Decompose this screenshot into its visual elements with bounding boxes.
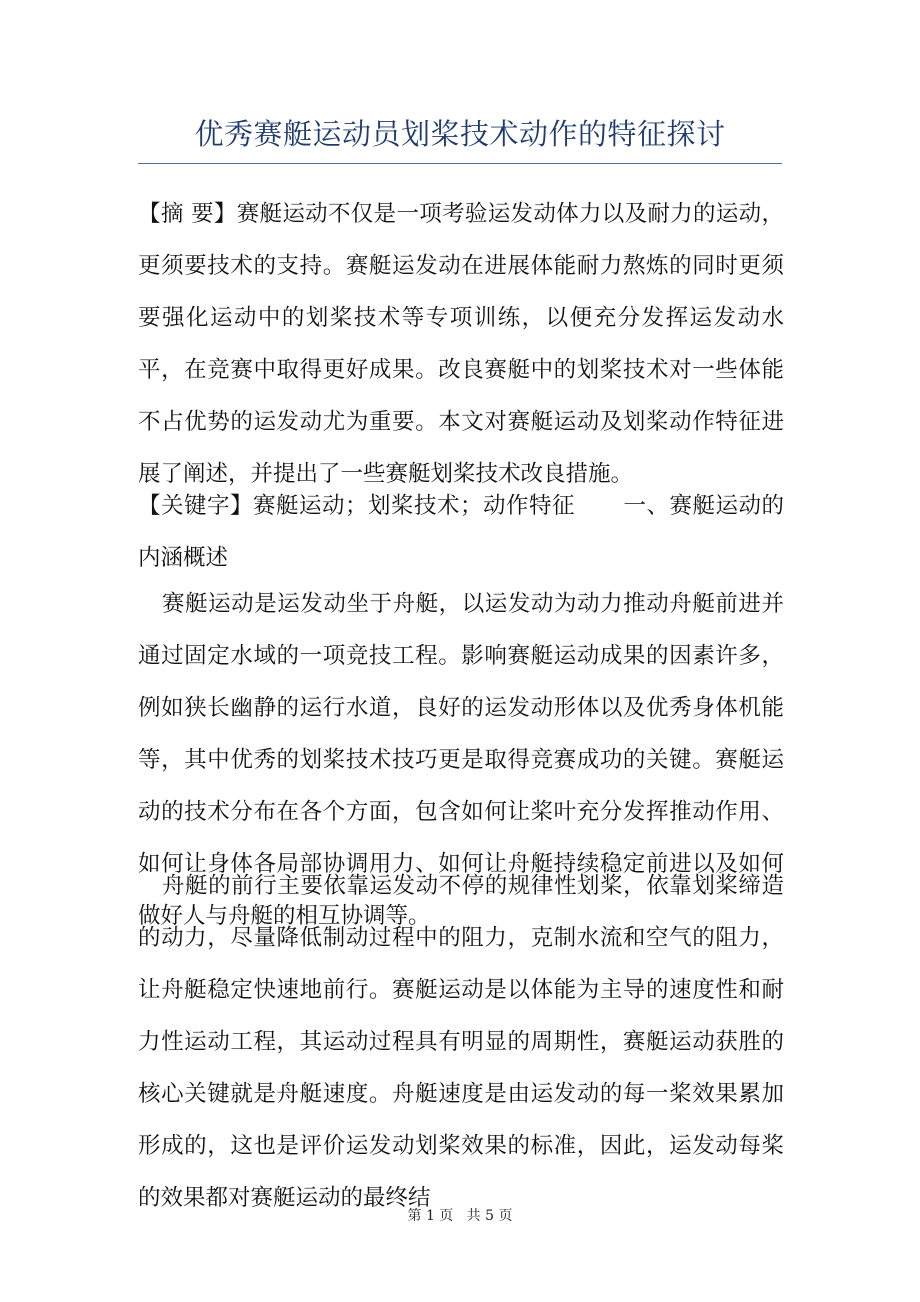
keywords-line xyxy=(138,480,784,584)
abstract-paragraph: 【摘 要】赛艇运动不仅是一项考验运发动体力以及耐力的运动，更须要技术的支持。赛艇运发动在进展体能耐力熬炼的同时更须要强化运动中的划桨技术等专项训练，以便充分发挥运发动水平，在竞赛中取得更好成果。改良赛艇中的划桨技术对一些体能不占优势的运发动尤为重要。本文对赛艇运动及划桨动作特征进展了阐述，并提出了一些赛艇划桨技术改良措施。 xyxy=(138,201,784,487)
title-underline xyxy=(138,163,782,164)
page-number-current: 第 1 页 xyxy=(407,1208,454,1224)
page-number-total: 共 5 页 xyxy=(466,1208,513,1224)
body-paragraph: 舟艇的前行主要依靠运发动不停的规律性划桨，依靠划桨缔造的动力，尽量降低制动过程中的阻力，克制水流和空气的阻力，让舟艇稳定快速地前行。赛艇运动是以体能为主导的速度性和耐力性运动工程，其运动过程具有明显的周期性，赛艇运动获胜的核心关键就是舟艇速度。舟艇速度是由运发动的每一桨效果累加形成的，这也是评价运发动划桨效果的标准，因此，运发动每桨的效果都对赛艇运动的最终结 xyxy=(138,873,784,1211)
keywords-text: 【关键字】赛艇运动；划桨技术；动作特征 xyxy=(138,493,575,519)
page-footer xyxy=(0,1206,920,1226)
section-heading: 一、赛艇运动的内涵概述 xyxy=(138,493,784,571)
body-paragraph: 赛艇运动是运发动坐于舟艇，以运发动为动力推动舟艇前进并通过固定水域的一项竞技工程。影响赛艇运动成果的因素许多，例如狭长幽静的运行水道，良好的运发动形体以及优秀身体机能等，其中优秀的划桨技术技巧更是取得竞赛成功的关键。赛艇运动的技术分布在各个方面，包含如何让桨叶充分发挥推动作用、如何让身体各局部协调用力、如何让舟艇持续稳定前进以及如何做好人与舟艇的相互协调等。 xyxy=(138,591,784,929)
document-title: 优秀赛艇运动员划桨技术动作的特征探讨 xyxy=(194,117,726,151)
